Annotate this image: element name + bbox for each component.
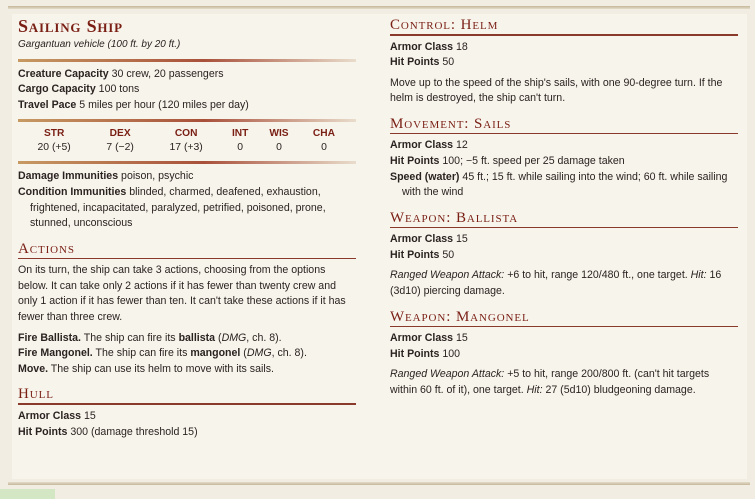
mangonel-heading: Weapon: Mangonel xyxy=(390,308,530,325)
mangonel-hit-points: Hit Points 100 xyxy=(390,347,461,360)
page-top-border xyxy=(8,6,750,9)
left-column xyxy=(18,16,356,440)
sails-armor-class: Armor Class 12 xyxy=(390,139,468,152)
ballista-heading: Weapon: Ballista xyxy=(390,209,519,226)
actions-intro: On its turn, the ship can take 3 actions, choosing from the options below. It can take only 2 actions if it has fewer than twenty crew and only 1 action if it has fewer than ten. It can't take these actions if it has fewer than three crew. xyxy=(18,264,346,324)
mangonel-armor-class: Armor Class 15 xyxy=(390,332,468,345)
divider xyxy=(18,161,356,164)
ability-header: CHA xyxy=(312,128,335,140)
condition-immunities: Condition Immunities blinded, charmed, deafened, exhaustion, frightened, incapacitated, paralyzed, petrified, poisoned, prone, stunned, unconscious xyxy=(18,185,326,230)
damage-immunities: Damage Immunities poison, psychic xyxy=(18,170,194,183)
ability-value: 0 xyxy=(276,142,282,154)
page-bottom-border xyxy=(8,482,750,485)
page-title: Sailing Ship xyxy=(18,16,123,36)
page-tab xyxy=(0,489,55,499)
section-rule xyxy=(390,133,738,135)
hull-armor-class: Armor Class 15 xyxy=(18,409,96,422)
helm-description: Move up to the speed of the ship's sails, with one 90-degree turn. If the helm is destroyed, the ship can't turn. xyxy=(390,76,723,105)
creature-capacity: Creature Capacity 30 crew, 20 passengers xyxy=(18,67,224,80)
section-rule xyxy=(18,258,356,260)
section-rule xyxy=(18,403,356,405)
sails-hit-points: Hit Points 100; −5 ft. speed per 25 damage taken xyxy=(390,154,625,167)
vehicle-subtitle: Gargantuan vehicle (100 ft. by 20 ft.) xyxy=(18,39,181,50)
travel-pace: Travel Pace 5 miles per hour (120 miles per day) xyxy=(18,98,249,111)
action-fire-mangonel: Fire Mangonel. The ship can fire its mangonel (DMG, ch. 8). xyxy=(18,347,307,360)
ability-value: 0 xyxy=(321,142,327,154)
ability-header: WIS xyxy=(269,128,289,140)
section-rule xyxy=(390,227,738,229)
section-rule xyxy=(390,34,738,36)
ballista-hit-points: Hit Points 50 xyxy=(390,248,455,261)
ability-value: 17 (+3) xyxy=(169,142,203,154)
ballista-attack: Ranged Weapon Attack: +6 to hit, range 120/480 ft., one target. Hit: 16 (3d10) piercing damage. xyxy=(390,269,722,298)
mangonel-attack: Ranged Weapon Attack: +5 to hit, range 200/800 ft. (can't hit targets within 60 ft. of it), one target. Hit: 27 (5d10) bludgeoning damage. xyxy=(390,368,710,396)
sails-heading: Movement: Sails xyxy=(390,115,512,132)
right-column xyxy=(390,16,738,399)
ability-header: DEX xyxy=(109,128,131,140)
ballista-armor-class: Armor Class 15 xyxy=(390,233,468,246)
helm-heading: Control: Helm xyxy=(390,17,499,33)
hull-hit-points: Hit Points 300 (damage threshold 15) xyxy=(18,425,198,438)
divider xyxy=(18,119,356,122)
ability-value: 0 xyxy=(237,142,244,154)
sails-speed: Speed (water) 45 ft.; 15 ft. while sailing into the wind; 60 ft. while sailing with the wind xyxy=(390,170,728,199)
ability-header: INT xyxy=(231,128,249,140)
ability-header: STR xyxy=(43,128,65,140)
stat-block-page xyxy=(12,14,747,479)
helm-armor-class: Armor Class 18 xyxy=(390,40,468,53)
ability-header: CON xyxy=(174,128,198,140)
helm-hit-points: Hit Points 50 xyxy=(390,56,455,69)
action-move: Move. The ship can use its helm to move with its sails. xyxy=(18,362,274,375)
section-rule xyxy=(390,326,738,328)
divider xyxy=(18,59,356,62)
ability-value: 7 (−2) xyxy=(106,142,134,154)
actions-heading: Actions xyxy=(18,240,75,257)
ability-score-table xyxy=(18,127,348,155)
ability-value: 20 (+5) xyxy=(37,142,71,154)
action-fire-ballista: Fire Ballista. The ship can fire its ballista (DMG, ch. 8). xyxy=(18,331,282,344)
hull-heading: Hull xyxy=(18,386,54,403)
cargo-capacity: Cargo Capacity 100 tons xyxy=(18,83,140,96)
